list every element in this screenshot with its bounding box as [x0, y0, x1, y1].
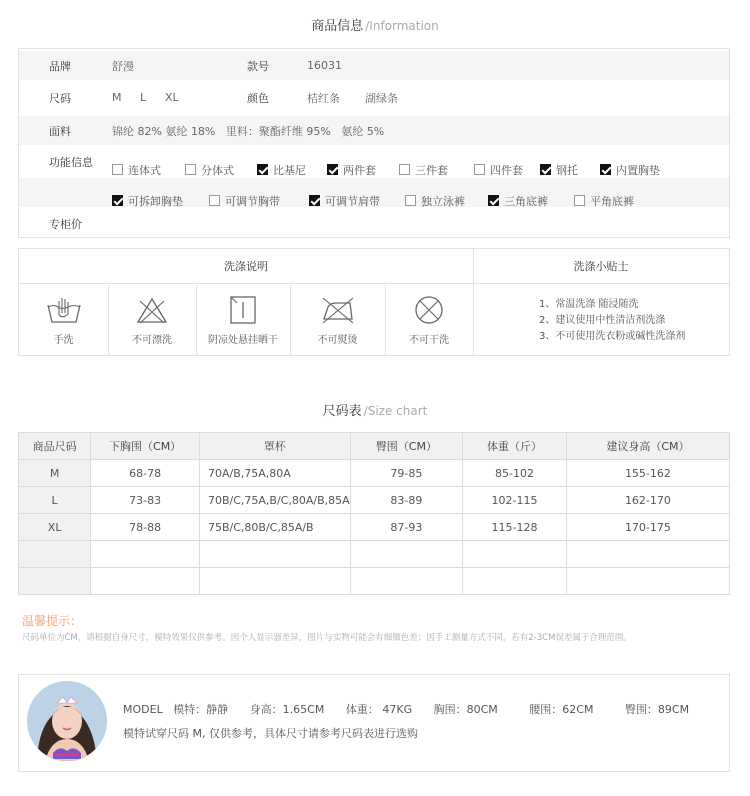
checked-box-icon: [327, 164, 338, 175]
table-cell: [19, 568, 91, 595]
feature-checkbox[interactable]: [112, 193, 183, 209]
feature-label: 连体式: [128, 163, 161, 177]
model-size-note: 模特试穿尺码 M, 仅供参考，具体尺寸请参考尺码表进行选购: [123, 727, 418, 740]
wash-item: 不可熨烫: [290, 285, 385, 355]
feature-checkbox[interactable]: [185, 162, 234, 178]
table-cell: L: [19, 487, 91, 514]
checked-box-icon: [540, 164, 551, 175]
feature-label: 四件套: [490, 163, 523, 177]
feature-label: 内置胸垫: [616, 163, 660, 177]
table-cell: 162-170: [566, 487, 729, 514]
table-cell: 79-85: [350, 460, 463, 487]
table-cell: 115-128: [463, 514, 567, 541]
no-iron-icon: [320, 295, 356, 325]
unchecked-box-icon: [399, 164, 410, 175]
table-row: [19, 487, 730, 514]
table-cell: 73-83: [91, 487, 200, 514]
warm-tip-note: 尺码单位为CM，请根据自身尺寸，模特效果仅供参考。因个人显示器差异，图片与实物可能会有细微色差；因手工测量方式不同，若有2-3CM误差属于合理范围。: [22, 633, 632, 643]
wash-header: 洗涤说明: [19, 249, 473, 284]
table-cell: 75B/C,80B/C,85A/B: [199, 514, 350, 541]
feature-checkbox[interactable]: [474, 162, 523, 178]
table-cell: M: [19, 460, 91, 487]
warm-tip-title: 温馨提示：: [22, 614, 83, 628]
table-row: [19, 514, 730, 541]
unchecked-box-icon: [574, 195, 585, 206]
feature-label: 可调节胸带: [225, 194, 280, 208]
table-header-row: 商品尺码 下胸围（CM） 罩杯 臀围（CM） 体重（斤） 建议身高（CM）: [19, 433, 730, 460]
product-info-title: 商品信息 /Information: [311, 19, 439, 34]
line-dry-shade-icon: [225, 295, 261, 325]
feature-checkbox[interactable]: [112, 162, 161, 178]
features-row-2: [19, 178, 729, 207]
table-cell: 155-162: [566, 460, 729, 487]
fabric-row: 面料 锦纶 82% 氨纶 18% 里料：聚酯纤维 95% 氨纶 5%: [19, 116, 729, 145]
size-option: XL: [165, 91, 179, 104]
price-row: 专柜价: [49, 217, 82, 231]
feature-label: 钢托: [556, 163, 578, 177]
wash-item: 不可干洗: [385, 285, 473, 355]
table-cell: 78-88: [91, 514, 200, 541]
unchecked-box-icon: [185, 164, 196, 175]
table-cell: [350, 541, 463, 568]
feature-label: 三件套: [415, 163, 448, 177]
product-info-table: [18, 48, 730, 238]
feature-checkbox[interactable]: [399, 162, 448, 178]
checked-box-icon: [257, 164, 268, 175]
table-cell: 87-93: [350, 514, 463, 541]
feature-checkbox[interactable]: [540, 162, 578, 178]
feature-checkbox[interactable]: [600, 162, 660, 178]
unchecked-box-icon: [405, 195, 416, 206]
wash-item: 阴凉处悬挂晒干: [196, 285, 290, 355]
unchecked-box-icon: [112, 164, 123, 175]
table-cell: [463, 568, 567, 595]
table-row: [19, 541, 730, 568]
model-measurements: MODEL 模特：静静 身高：1.65CM 体重： 47KG 胸围：80CM 腰围：62CM 臀围：89CM: [123, 703, 690, 716]
wash-item: 不可漂洗: [108, 285, 196, 355]
model-info: [18, 674, 730, 772]
no-dry-clean-icon: [411, 295, 447, 325]
size-option: M: [112, 91, 122, 104]
table-cell: 102-115: [463, 487, 567, 514]
fabric-value: 锦纶 82% 氨纶 18% 里料：聚酯纤维 95% 氨纶 5%: [112, 124, 385, 138]
table-cell: XL: [19, 514, 91, 541]
checked-box-icon: [488, 195, 499, 206]
color-option: 桔红条: [307, 91, 340, 105]
table-row: [19, 460, 730, 487]
feature-label: 比基尼: [273, 163, 306, 177]
feature-label: 可调节肩带: [325, 194, 380, 208]
feature-label: 平角底裤: [590, 194, 634, 208]
checked-box-icon: [600, 164, 611, 175]
feature-label: 三角底裤: [504, 194, 548, 208]
table-cell: [19, 541, 91, 568]
table-row: [19, 568, 730, 595]
feature-label: 可拆卸胸垫: [128, 194, 183, 208]
wash-tips-header: 洗涤小贴士: [473, 249, 729, 284]
feature-checkbox[interactable]: [574, 193, 634, 209]
size-chart-title: 尺码表 /Size chart: [322, 404, 428, 419]
feature-checkbox[interactable]: [405, 193, 465, 209]
features-row-1: 功能信息 连体式 分体式 比基尼 两件套 三件套 四件套 钢托 内置胸垫: [49, 155, 660, 177]
unchecked-box-icon: [209, 195, 220, 206]
feature-label: 分体式: [201, 163, 234, 177]
table-cell: [566, 568, 729, 595]
wash-instructions: [18, 248, 730, 356]
table-cell: [199, 541, 350, 568]
hand-wash-icon: [46, 295, 82, 325]
checked-box-icon: [112, 195, 123, 206]
no-bleach-icon: [134, 295, 170, 325]
feature-checkbox[interactable]: [309, 193, 380, 209]
table-cell: 170-175: [566, 514, 729, 541]
table-cell: 68-78: [91, 460, 200, 487]
table-cell: [566, 541, 729, 568]
color-option: 湖绿条: [365, 91, 398, 105]
feature-checkbox[interactable]: [257, 162, 306, 178]
wash-item: 手洗: [19, 285, 108, 355]
avatar: [27, 681, 107, 761]
table-cell: [350, 568, 463, 595]
table-cell: [91, 568, 200, 595]
table-cell: 70B/C,75A,B/C,80A/B,85A: [199, 487, 350, 514]
feature-checkbox[interactable]: [209, 193, 280, 209]
table-cell: [199, 568, 350, 595]
table-cell: [463, 541, 567, 568]
brand-value: 舒漫: [112, 59, 134, 73]
size-option: L: [140, 91, 147, 104]
feature-checkbox[interactable]: [327, 162, 376, 178]
feature-label: 独立泳裤: [421, 194, 465, 208]
size-row: 尺码 M L XL 颜色 桔红条 湖绿条: [49, 91, 398, 105]
unchecked-box-icon: [474, 164, 485, 175]
wash-tips: 1、常温洗涤 随浸随洗 2、建议使用中性清洁剂洗涤 3、不可使用洗衣粉或碱性洗涤剂: [539, 299, 686, 342]
table-cell: 83-89: [350, 487, 463, 514]
feature-checkbox[interactable]: [488, 193, 548, 209]
table-cell: 70A/B,75A,80A: [199, 460, 350, 487]
style-number: 16031: [307, 59, 342, 72]
feature-label: 两件套: [343, 163, 376, 177]
checked-box-icon: [309, 195, 320, 206]
table-cell: 85-102: [463, 460, 567, 487]
size-chart-table: [18, 432, 730, 595]
table-cell: [91, 541, 200, 568]
brand-row: 品牌 舒漫 款号 16031: [19, 51, 729, 80]
